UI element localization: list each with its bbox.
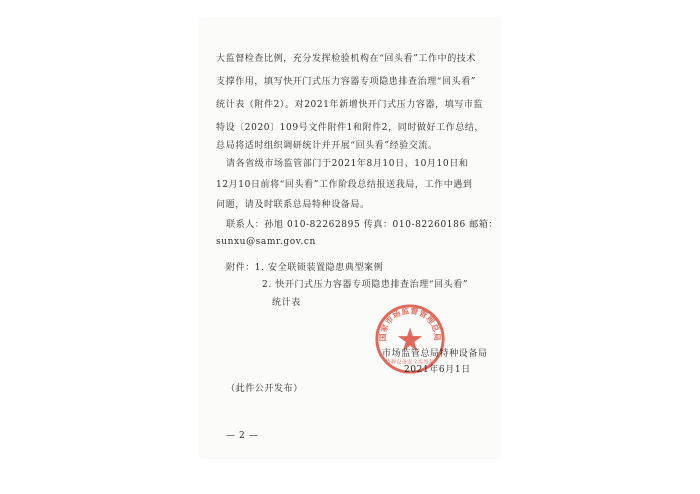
- paragraph2-line3: 问题，请及时联系总局特种设备局。: [216, 200, 370, 210]
- attachment-2-line1: 2. 快开门式压力容器专项隐患排查治理“回头看”: [262, 280, 469, 290]
- attachment-2-line2: 统计表: [272, 298, 301, 308]
- paragraph1-line4: 特设〔2020〕109号文件附件1和附件2，同时做好工作总结，: [216, 123, 485, 133]
- page-number: — 2 —: [226, 431, 259, 441]
- paragraph1-line5: 总局将适时组织调研统计并开展“回头看”经验交流。: [216, 141, 438, 151]
- paragraph1-line1: 大监督检查比例，充分发挥检验机构在“回头看”工作中的技术: [216, 54, 477, 64]
- paragraph1-line3: 统计表（附件2）。对2021年新增快开门式压力容器，填写市监: [216, 100, 484, 110]
- paragraph2-line2: 12月10日前将“回头看”工作阶段总结报送我局，工作中遇到: [216, 180, 473, 190]
- issue-date: 2021年6月1日: [404, 365, 471, 375]
- seal-inner-text: 特种设备安全监察局: [385, 359, 435, 366]
- seal-text: 国家市场监督管理总局: [378, 306, 442, 342]
- contact-line: 联系人：孙旭 010-82262895 传真：010-82260186 邮箱：: [226, 220, 499, 230]
- publish-note: （此件公开发布）: [226, 384, 303, 394]
- paragraph1-line2: 支撑作用，填写快开门式压力容器专项隐患排查治理“回头看”: [216, 77, 477, 87]
- signer: 市场监管总局特种设备局: [382, 349, 488, 359]
- contact-email: sunxu@samr.gov.cn: [216, 237, 316, 247]
- paragraph2-line1: 请各省级市场监管部门于2021年8月10日、10月10日和: [226, 159, 469, 169]
- attachment-1: 附件：1. 安全联锁装置隐患典型案例: [226, 263, 384, 273]
